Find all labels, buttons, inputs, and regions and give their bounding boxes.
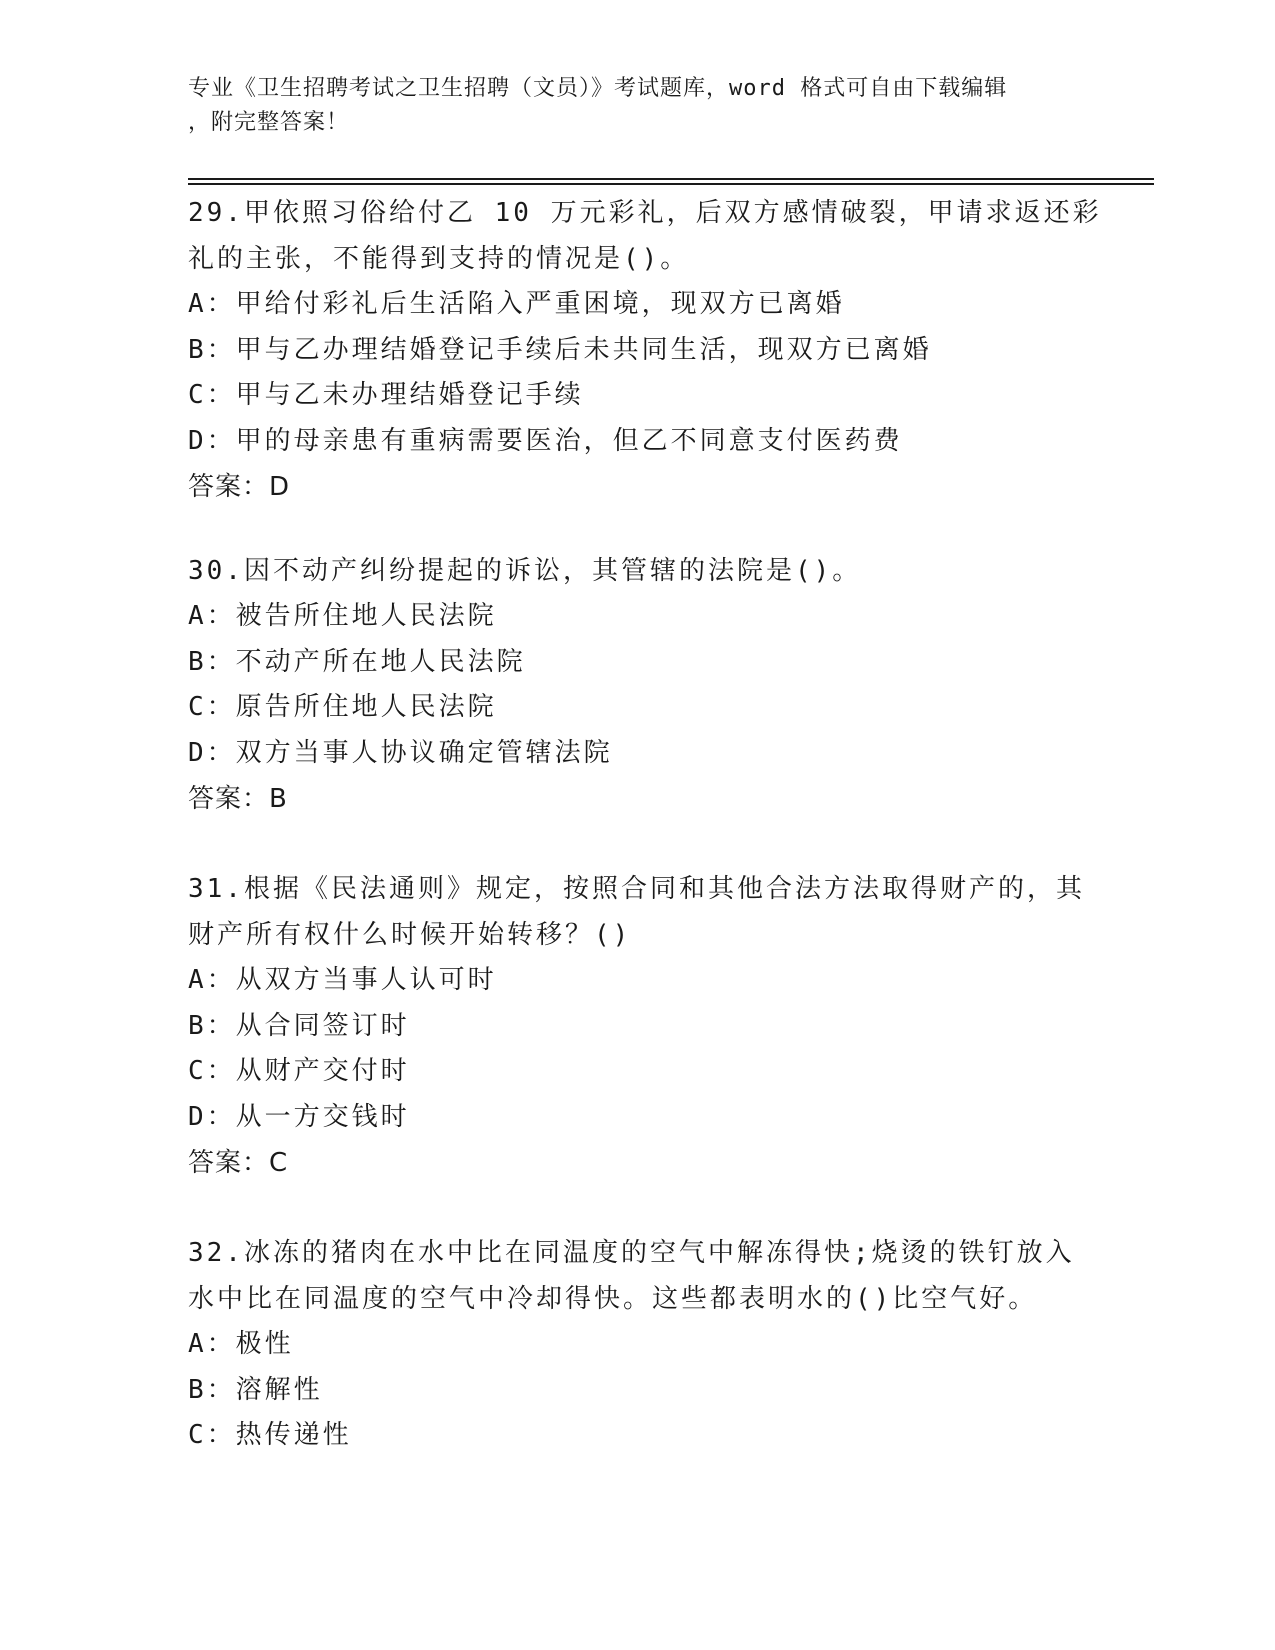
document-header <box>188 72 1088 140</box>
option-c: C：甲与乙未办理结婚登记手续 <box>188 380 584 410</box>
question-30 <box>188 548 1088 822</box>
option-a: A：被告所住地人民法院 <box>188 601 497 631</box>
header-divider-bottom <box>188 183 1154 185</box>
option-a: A：极性 <box>188 1329 294 1359</box>
question-stem: 水中比在同温度的空气中冷却得快。这些都表明水的()比空气好。 <box>188 1284 1038 1314</box>
header-line-1: 专业《卫生招聘考试之卫生招聘（文员）》考试题库，word 格式可自由下载编辑 <box>188 76 1008 101</box>
answer-line: 答案：D <box>188 472 291 502</box>
option-c: C：热传递性 <box>188 1420 352 1450</box>
option-d: D：从一方交钱时 <box>188 1101 410 1132</box>
question-stem: 29.甲依照习俗给付乙 10 万元彩礼，后双方感情破裂，甲请求返还彩 <box>188 198 1102 228</box>
question-stem: 礼的主张，不能得到支持的情况是()。 <box>188 244 690 274</box>
option-d: D：甲的母亲患有重病需要医治，但乙不同意支付医药费 <box>188 425 903 456</box>
option-d: D：双方当事人协议确定管辖法院 <box>188 737 613 768</box>
answer-line: 答案：C <box>188 1148 289 1178</box>
option-b: B：从合同签订时 <box>188 1010 410 1041</box>
option-c: C：原告所住地人民法院 <box>188 692 497 722</box>
question-29 <box>188 190 1102 510</box>
question-31 <box>188 866 1088 1186</box>
option-c: C：从财产交付时 <box>188 1056 410 1086</box>
question-32 <box>188 1230 1088 1459</box>
question-stem: 31.根据《民法通则》规定，按照合同和其他合法方法取得财产的，其 <box>188 874 1085 904</box>
answer-line: 答案：B <box>188 784 288 814</box>
option-b: B：不动产所在地人民法院 <box>188 646 526 677</box>
option-b: B：甲与乙办理结婚登记手续后未共同生活，现双方已离婚 <box>188 334 932 365</box>
header-line-2: ，附完整答案！ <box>188 110 350 135</box>
header-divider-top <box>188 178 1154 180</box>
option-a: A：甲给付彩礼后生活陷入严重困境，现双方已离婚 <box>188 289 845 319</box>
question-stem: 32.冰冻的猪肉在水中比在同温度的空气中解冻得快;烧烫的铁钉放入 <box>188 1238 1075 1268</box>
question-stem: 30.因不动产纠纷提起的诉讼，其管辖的法院是()。 <box>188 556 862 586</box>
option-a: A：从双方当事人认可时 <box>188 965 497 995</box>
option-b: B：溶解性 <box>188 1374 323 1405</box>
question-stem: 财产所有权什么时候开始转移？() <box>188 920 632 950</box>
